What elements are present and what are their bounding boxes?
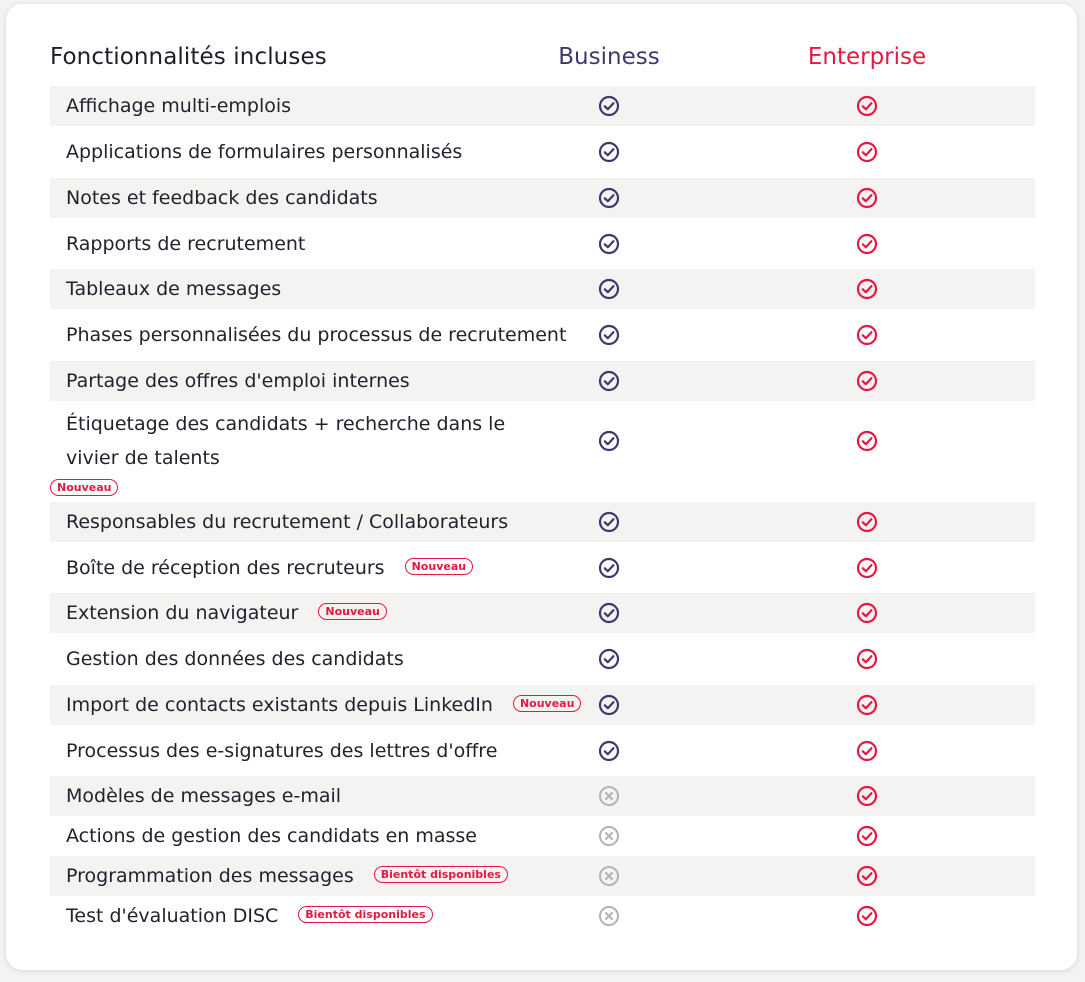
feature-row (50, 315, 1035, 355)
status-badge: Bientôt disponibles (298, 906, 432, 923)
feature-row (50, 224, 1035, 264)
enterprise-check-icon (856, 785, 878, 807)
features-column-header: Fonctionnalités incluses (50, 44, 327, 70)
feature-row (50, 86, 1035, 126)
feature-label (66, 688, 581, 722)
feature-label-text: Rapports de recrutement (66, 233, 306, 255)
feature-row (50, 269, 1035, 309)
business-check-icon (598, 511, 620, 533)
business-check-icon (598, 278, 620, 300)
feature-label-text: Modèles de messages e-mail (66, 785, 342, 807)
feature-label-text: Import de contacts existants depuis LinkedIn (66, 694, 493, 716)
feature-label (66, 899, 433, 933)
feature-label (66, 505, 508, 539)
feature-label-text: Tableaux de messages (66, 278, 282, 300)
feature-label (66, 734, 497, 768)
business-check-icon (598, 430, 620, 452)
feature-label-text: Actions de gestion des candidats en masse (66, 825, 477, 847)
feature-label-text: Test d'évaluation DISC (66, 905, 279, 927)
feature-label-text: Responsables du recrutement / Collaborateurs (66, 511, 509, 533)
feature-label (66, 642, 404, 676)
feature-row (50, 731, 1035, 771)
feature-label (66, 181, 378, 215)
status-badge: Nouveau (318, 603, 386, 620)
pricing-comparison-card (6, 4, 1077, 970)
feature-label-text: Partage des offres d'emploi internes (66, 370, 410, 392)
business-cross-icon (598, 825, 620, 847)
enterprise-check-icon (856, 825, 878, 847)
business-cross-icon (598, 785, 620, 807)
business-check-icon (598, 648, 620, 670)
status-badge: Nouveau (405, 558, 473, 575)
feature-row (50, 816, 1035, 856)
feature-label-text: Applications de formulaires personnalisés (66, 141, 463, 163)
business-check-icon (598, 557, 620, 579)
enterprise-check-icon (856, 694, 878, 716)
feature-row (50, 178, 1035, 218)
feature-row (50, 856, 1035, 896)
enterprise-plan-header: Enterprise (807, 44, 927, 70)
feature-label (66, 551, 473, 585)
feature-label (66, 318, 566, 352)
table-header (6, 44, 1077, 84)
business-check-icon (598, 602, 620, 624)
feature-label-text: Affichage multi-emplois (66, 95, 292, 117)
business-check-icon (598, 141, 620, 163)
enterprise-check-icon (856, 602, 878, 624)
feature-label-text: Processus des e-signatures des lettres d'offre (66, 740, 498, 762)
business-check-icon (598, 740, 620, 762)
business-check-icon (598, 233, 620, 255)
feature-label (66, 272, 281, 306)
status-badge: Nouveau (513, 695, 581, 712)
feature-row (50, 407, 1035, 497)
business-cross-icon (598, 865, 620, 887)
feature-row (50, 132, 1035, 172)
enterprise-check-icon (856, 95, 878, 117)
enterprise-check-icon (856, 187, 878, 209)
feature-label-text: Étiquetage des candidats + recherche dans le vivier de talents (66, 413, 506, 469)
business-check-icon (598, 187, 620, 209)
enterprise-check-icon (856, 905, 878, 927)
feature-row (50, 361, 1035, 401)
feature-row (50, 639, 1035, 679)
feature-row (50, 593, 1035, 633)
feature-label (66, 407, 536, 475)
feature-label (66, 596, 387, 630)
feature-row (50, 896, 1035, 936)
feature-label-text: Boîte de réception des recruteurs (66, 557, 385, 579)
feature-label-text: Phases personnalisées du processus de recrutement (66, 324, 567, 346)
enterprise-check-icon (856, 557, 878, 579)
enterprise-check-icon (856, 324, 878, 346)
enterprise-check-icon (856, 430, 878, 452)
enterprise-check-icon (856, 648, 878, 670)
feature-label (66, 819, 477, 853)
feature-row (50, 685, 1035, 725)
enterprise-check-icon (856, 278, 878, 300)
enterprise-check-icon (856, 511, 878, 533)
business-cross-icon (598, 905, 620, 927)
business-check-icon (598, 324, 620, 346)
feature-label-text: Extension du navigateur (66, 602, 299, 624)
feature-row (50, 548, 1035, 588)
business-check-icon (598, 370, 620, 392)
feature-label (66, 779, 341, 813)
feature-label (66, 364, 410, 398)
feature-label-text: Programmation des messages (66, 865, 354, 887)
feature-label (66, 89, 291, 123)
feature-label (66, 227, 305, 261)
status-badge: Nouveau (50, 479, 118, 496)
feature-row (50, 776, 1035, 816)
feature-label-text: Gestion des données des candidats (66, 648, 404, 670)
feature-label-text: Notes et feedback des candidats (66, 187, 378, 209)
enterprise-check-icon (856, 740, 878, 762)
enterprise-check-icon (856, 865, 878, 887)
business-check-icon (598, 694, 620, 716)
enterprise-check-icon (856, 233, 878, 255)
feature-label (66, 135, 462, 169)
business-check-icon (598, 95, 620, 117)
feature-label (66, 859, 508, 893)
business-plan-header: Business (558, 44, 660, 70)
enterprise-check-icon (856, 141, 878, 163)
feature-row (50, 502, 1035, 542)
status-badge: Bientôt disponibles (374, 866, 508, 883)
enterprise-check-icon (856, 370, 878, 392)
